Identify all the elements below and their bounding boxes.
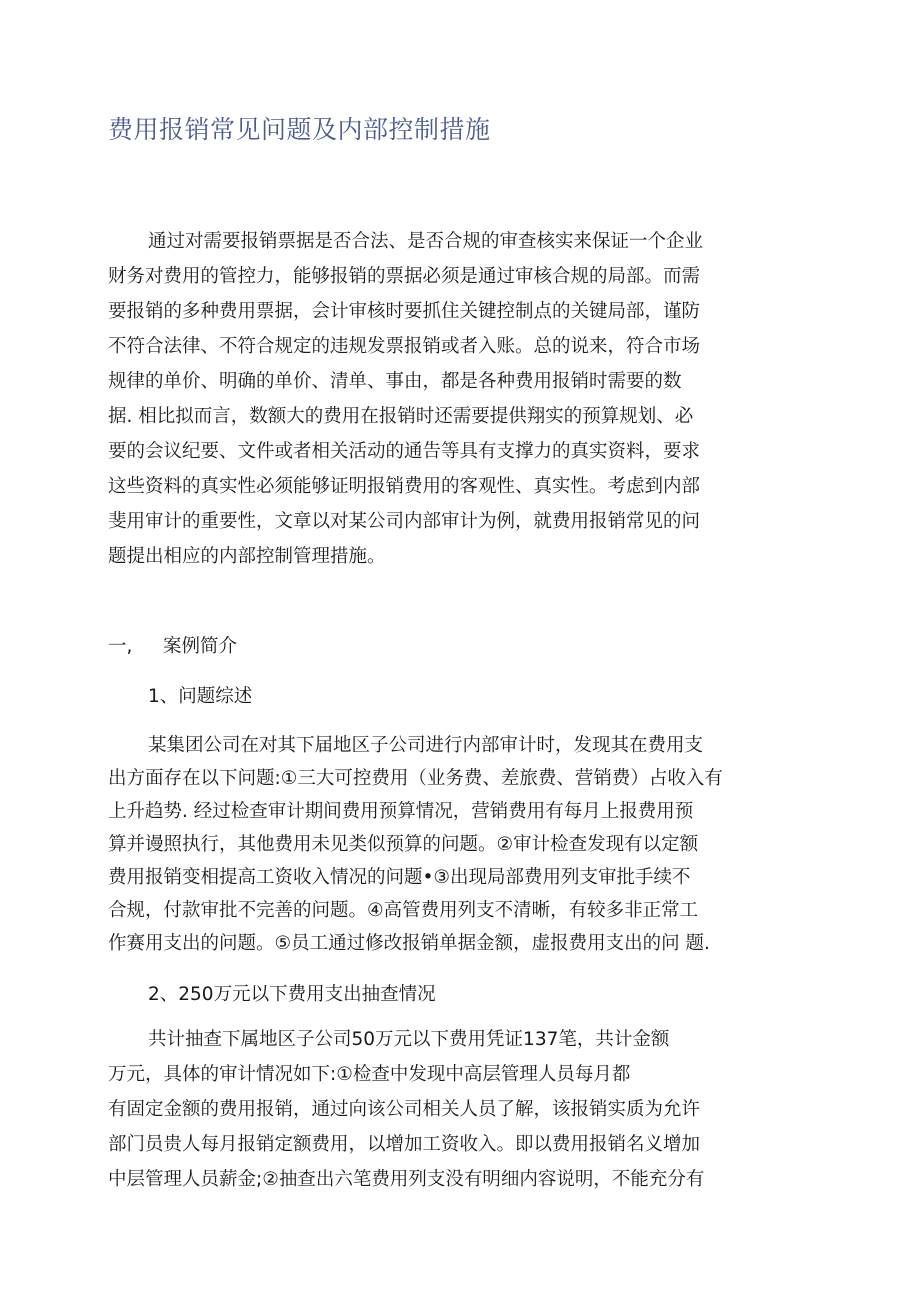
- body-line: 合规，付款审批不完善的问题。④高管费用列支不清晰，有较多非正常工: [108, 900, 699, 921]
- intro-line: 通过对需要报销票据是否合法、是否合规的审查核实来保证一个企业: [148, 231, 704, 252]
- intro-line: 据. 相比拟而言，数额大的费用在报销时还需要提供翔实的预算规划、必: [108, 406, 694, 427]
- body-line: 算并谩照执行，其他费用未见类似预算的问题。②审计检查发现有以定额: [108, 834, 699, 855]
- page-title: 费用报销常见问题及内部控制措施: [108, 115, 491, 144]
- section-number: 一,: [108, 636, 133, 657]
- body-line: 上升趋势. 经过检查审计期间费用预算情况，营销费用有每月上报费用预: [108, 801, 694, 822]
- intro-line: 题提出相应的内部控制管理措施。: [108, 546, 386, 567]
- body-line: 出方面存在以下问题:①三大可控费用（业务费、差旅费、营销费）占收入有: [108, 768, 723, 789]
- body-line: 费用报销变相提高工资收入情况的问题•③出现局部费用列支审批手续不: [108, 867, 691, 888]
- subsection-heading: 1、问题综述: [148, 686, 253, 707]
- body-line: 某集团公司在对其下届地区子公司进行内部审计时，发现其在费用支: [148, 735, 704, 756]
- intro-line: 斐用审计的重要性，文章以对某公司内部审计为例，就费用报销常见的问: [108, 511, 701, 532]
- body-line: 有固定金额的费用报销，通过向该公司相关人员了解，该报销实质为允许: [108, 1099, 701, 1120]
- body-line: 中层管理人员薪金;②抽查出六笔费用列支没有明细内容说明，不能充分有: [108, 1169, 705, 1190]
- intro-line: 要报销的多种费用票据，会计审核时要抓住关键控制点的关键局部，谨防: [108, 301, 701, 322]
- body-line: 作赛用支出的问题。⑤员工通过修改报销单据金额，虚报费用支出的问 题.: [108, 933, 710, 954]
- intro-line: 规律的单价、明确的单价、清单、事由，都是各种费用报销时需要的数: [108, 371, 682, 392]
- intro-line: 财务对费用的管控力，能够报销的票据必须是通过审核合规的局部。而需: [108, 266, 701, 287]
- body-line: 共计抽查下属地区子公司50万元以下费用凭证137笔，共计金额: [148, 1029, 670, 1050]
- body-line: 万元，具体的审计情况如下:①检查中发现中高层管理人员每月都: [108, 1064, 631, 1085]
- subsection-heading: 2、250万元以下费用支出抽查情况: [148, 984, 436, 1005]
- body-line: 部门员贵人每月报销定额费用，以增加工资收入。即以费用报销名义增加: [108, 1134, 701, 1155]
- section-heading: 案例简介: [163, 636, 238, 657]
- intro-line: 不符合法律、不符合规定的违规发票报销或者入账。总的说来，符合市场: [108, 336, 701, 357]
- intro-line: 要的会议纪要、文件或者相关活动的通告等具有支撑力的真实资料，要求: [108, 441, 701, 462]
- intro-line: 这些资料的真实性必须能够证明报销费用的客观性、真实性。考虑到内部: [108, 476, 701, 497]
